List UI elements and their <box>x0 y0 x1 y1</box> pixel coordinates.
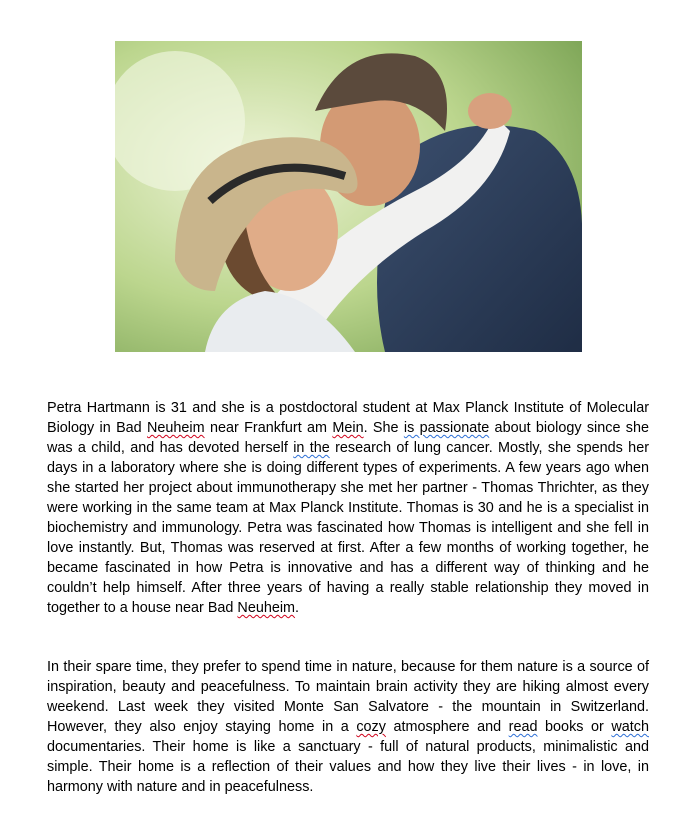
text-run: . <box>295 600 300 616</box>
text-run: near Frankfurt am <box>204 420 333 436</box>
story-paragraph-2 <box>47 657 649 797</box>
spelling-flagged-word: Mein <box>332 420 364 436</box>
couple-photo <box>115 41 582 352</box>
grammar-flagged-phrase: read <box>508 719 538 735</box>
couple-photo-illustration <box>115 41 582 352</box>
text-run: atmosphere and <box>385 719 509 735</box>
grammar-flagged-phrase: in the <box>293 440 330 456</box>
story-paragraph-1 <box>47 398 649 618</box>
text-run: In their spare time, they prefer to spend time in nature, because for them nature is a source of inspiration, beauty and peacefulness. To maintain brain activity they are hiking almost every weekend. Last week they visited Monte San Salvatore - the mountain in Switzerland. However, they also enjoy staying home in a <box>47 659 649 735</box>
text-run: . She <box>363 420 404 436</box>
text-run: Petra Hartmann is 31 and she is a postdoctoral student at Max Planck Institute of Molecular Biology in Bad <box>47 400 649 436</box>
spelling-flagged-word: Neuheim <box>147 420 205 436</box>
text-run: about biology since she was a child, and has devoted herself <box>47 420 649 456</box>
grammar-flagged-phrase: watch <box>611 719 649 735</box>
text-run: research of lung cancer. Mostly, she spends her days in a laboratory where she is doing different types of experiments. A few years ago when she started her project about immunotherapy she met her partner - Thomas Thrichter, as they were working in the same team at Max Planck Institute. Thomas is 30 and he is a specialist in biochemistry and immunology. Petra was fascinated how Thomas is intelligent and she fell in love instantly. But, Thomas was reserved at first. After a few months of working together, he became fascinated in how Petra is innovative and has a different way of thinking and he couldn’t help himself. After three years of having a really stable relationship they moved in together to a house near Bad <box>47 440 649 616</box>
spelling-flagged-word: Neuheim <box>237 600 296 616</box>
text-run: books or <box>537 719 612 735</box>
spelling-flagged-word: cozy <box>356 719 386 735</box>
grammar-flagged-phrase: is passionate <box>403 420 490 436</box>
text-run: documentaries. Their home is like a sanctuary - full of natural products, minimalistic and simple. Their home is a reflection of their values and how they live their lives - in love, in harmony with nature and in peacefulness. <box>47 739 649 795</box>
